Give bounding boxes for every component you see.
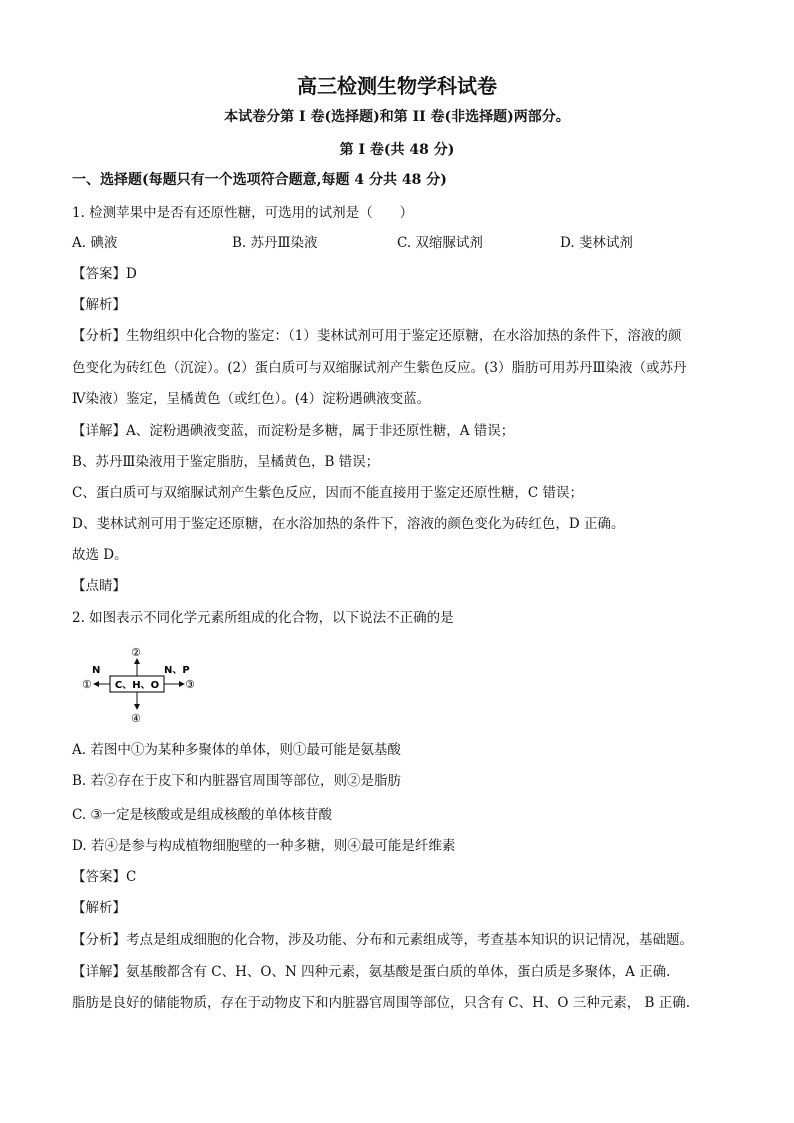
- q2-option-c: C. ③一定是核酸或是组成核酸的单体核苷酸: [72, 807, 333, 823]
- q1-option-b: B. 苏丹Ⅲ染液: [232, 235, 318, 251]
- q1-stem: 1. 检测苹果中是否有还原性糖，可选用的试剂是（ ）: [72, 205, 414, 221]
- q2-answer: 【答案】C: [72, 869, 137, 885]
- compound-1-label: ①: [82, 678, 92, 691]
- q1-dianjing: 【点睛】: [72, 578, 126, 594]
- q2-xiangjie-line: 脂肪是良好的储能物质，存在于动物皮下和内脏器官周围等部位，只含有 C、H、O 三种元素， B 正确.: [72, 995, 691, 1011]
- q1-xiangjie-line: D、斐林试剂可用于鉴定还原糖，在水浴加热的条件下，溶液的颜色变化为砖红色，D 正确。: [72, 516, 625, 532]
- q2-stem: 2. 如图表示不同化学元素所组成的化合物，以下说法不正确的是: [72, 610, 454, 626]
- q1-fenxi-line: 【分析】生物组织中化合物的鉴定：（1）斐林试剂可用于鉴定还原糖，在水浴加热的条件下，溶液的颜: [72, 328, 682, 344]
- q1-fenxi-line: 色变化为砖红色（沉淀）。(2）蛋白质可与双缩脲试剂产生紫色反应。(3）脂肪可用苏丹Ⅲ染液（或苏丹: [72, 360, 687, 376]
- q1-xiangjie-line: B、苏丹Ⅲ染液用于鉴定脂肪，呈橘黄色，B 错误；: [72, 454, 380, 470]
- q1-xiangjie-line: 【详解】A、淀粉遇碘液变蓝，而淀粉是多糖，属于非还原性糖，A 错误；: [72, 423, 515, 439]
- q1-conclusion: 故选 D。: [72, 547, 128, 563]
- element-compound-diagram: [82, 645, 212, 723]
- section1-heading: 一、选择题(每题只有一个选项符合题意,每题 4 分共 48 分): [72, 172, 447, 188]
- compound-3-label: ③: [185, 678, 195, 691]
- left-element-label: N: [92, 665, 101, 676]
- subtitle: 本试卷分第 I 卷(选择题)和第 II 卷(非选择题)两部分。: [224, 109, 570, 125]
- q2-option-b: B. 若②存在于皮下和内脏器官周围等部位，则②是脂肪: [72, 773, 402, 789]
- q2-xiangjie-line: 【详解】氨基酸都含有 C、H、O、N 四种元素，氨基酸是蛋白质的单体，蛋白质是多聚体，A 正确.: [72, 964, 671, 980]
- q1-option-a: A. 碘液: [72, 235, 118, 251]
- part1-title: 第 I 卷(共 48 分): [339, 142, 455, 158]
- q1-xiangjie-line: C、蛋白质可与双缩脲试剂产生紫色反应，因而不能直接用于鉴定还原性糖，C 错误；: [72, 485, 583, 501]
- center-elements: C、H、O: [114, 680, 160, 691]
- q2-fenxi: 【分析】考点是组成细胞的化合物，涉及功能、分布和元素组成等，考查基本知识的识记情况，基础题。: [72, 932, 693, 948]
- q2-option-d: D. 若④是参与构成植物细胞壁的一种多糖，则④最可能是纤维素: [72, 838, 456, 854]
- q1-option-c: C. 双缩脲试剂: [397, 235, 483, 251]
- compound-2-label: ②: [131, 646, 141, 659]
- q1-option-d: D. 斐林试剂: [560, 235, 633, 251]
- q1-fenxi-line: Ⅳ染液）鉴定，呈橘黄色（或红色）。(4）淀粉遇碘液变蓝。: [72, 391, 431, 407]
- q2-option-a: A. 若图中①为某种多聚体的单体，则①最可能是氨基酸: [72, 742, 401, 758]
- q1-analysis-label: 【解析】: [72, 297, 126, 313]
- q2-analysis-label: 【解析】: [72, 900, 126, 916]
- compound-4-label: ④: [131, 712, 141, 723]
- right-element-label: N、P: [164, 665, 190, 676]
- page-title: 高三检测生物学科试卷: [297, 74, 497, 98]
- q1-answer: 【答案】D: [72, 266, 137, 282]
